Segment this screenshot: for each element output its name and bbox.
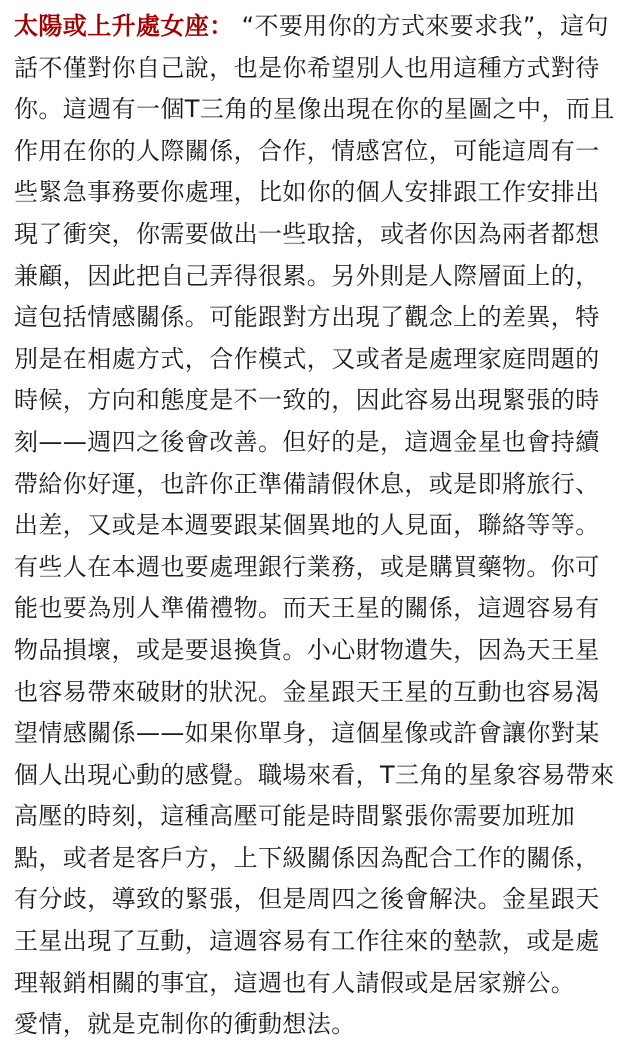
horoscope-paragraph: [14, 6, 618, 1004]
love-line: 愛情，就是克制你的衝動想法。: [14, 1010, 356, 1039]
quote-text: “不要用你的方式來要求我”，: [233, 12, 561, 40]
sign-heading: 太陽或上升處女座：: [14, 12, 234, 40]
horoscope-body: 這句話不僅對你自己說，也是你希望別人也用這種方式對待你。這週有一個T三角的星像出現在你的星圖之中，而且作用在你的人際關係，合作，情感宮位，可能這周有一些緊急事務要你處理，比如你的個人安排跟工作安排出現了衝突，你需要做出一些取捨，或者你因為兩者都想兼顧，因此把自己弄得很累。另外則是人際層面上的，這包括情感關係。可能跟對方出現了觀念上的差異，特別是在相處方式，合作模式，又或者是處理家庭問題的時候，方向和態度是不一致的，因此容易出現緊張的時刻——週四之後會改善。但好的是，這週金星也會持續帶給你好運，也許你正準備請假休息，或是即將旅行、出差，又或是本週要跟某個異地的人見面，聯絡等等。有些人在本週也要處理銀行業務，或是購買藥物。你可能也要為別人準備禮物。而天王星的關係，這週容易有物品損壞，或是要退換貨。小心財物遺失，因為天王星也容易帶來破財的狀況。金星跟天王星的互動也容易渴望情感關係——如果你單身，這個星像或許會讓你對某個人出現心動的感覺。職場來看，T三角的星象容易帶來高壓的時刻，這種高壓可能是時間緊張你需要加班加點，或者是客戶方，上下級關係因為配合工作的關係，有分歧，導致的緊張，但是周四之後會解決。金星跟天王星出現了互動，這週容易有工作往來的墊款，或是處理報銷相關的事宜，這週也有人請假或是居家辦公。: [14, 12, 615, 997]
